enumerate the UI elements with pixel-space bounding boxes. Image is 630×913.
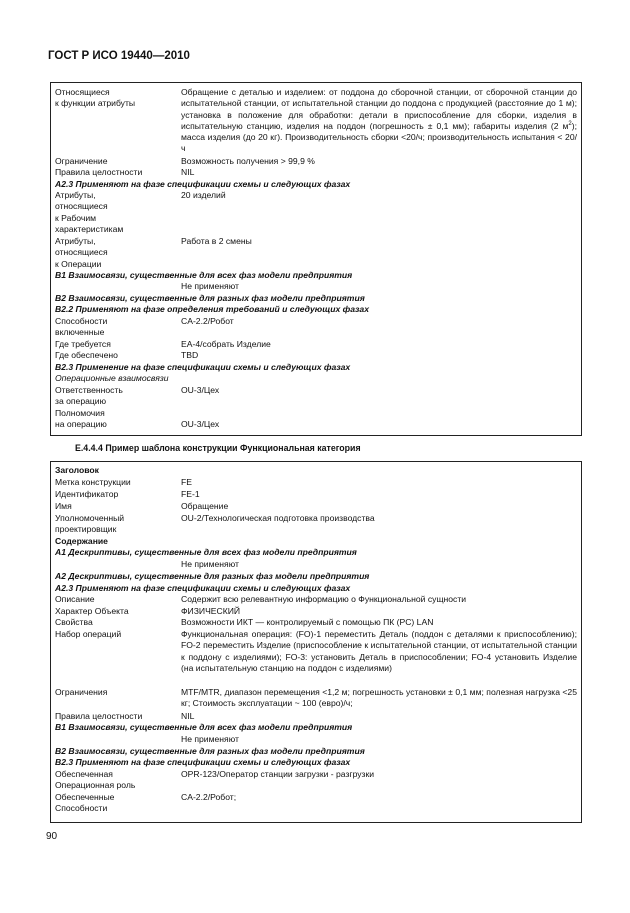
row-value: CA-2.2/Робот [181, 316, 234, 326]
row-key: Атрибуты, относящиеся к Операции [55, 236, 108, 269]
row-key: Идентификатор [55, 489, 119, 499]
section-title: E.4.4.4 Пример шаблона конструкции Функциональная категория [75, 443, 361, 453]
row-key: Где обеспечено [55, 350, 118, 360]
attribute-table-continued [50, 82, 582, 436]
row-value: MTF/MTR, диапазон перемещения <1,2 м; погрешность установки ± 0,1 мм; полезная нагрузка <25 кг; Стоимость эксплуатации ~ 100 (евро)/ч; [181, 687, 577, 709]
row-value: Работа в 2 смены [181, 236, 252, 246]
row-value: FE [181, 477, 192, 487]
subsection-heading: B2 Взаимосвязи, существенные для разных фаз модели предприятия [55, 293, 365, 303]
row-value: NIL [181, 711, 195, 721]
row-value: Функциональная операция: (FO)-1 переместить Деталь (поддон с деталями к приспособлению); FO-2 переместить Изделие (приспособление к испытательной станции, от испытательной станции к поддону с изделиями); FO-3: установить Деталь в приспособлении; FO-4 установить Изделие (на испытательную станцию на поддон с изделиями) [181, 629, 577, 673]
row-key: Набор операций [55, 629, 122, 639]
row-value: Обращение с деталью и изделием: от поддона до сборочной станции, от сборочной станции до испытательной станции, от испытательной станции до поддона с продукцией (расстояние до 1 м); установка в положение для обработки: детали в приспособление для сборки, изделия в испытательную станцию, изделия на поддон (погрешность ± 0,1 мм); габариты изделия (2 $м^2$); масса изделия (до 20 кг). Производительность сборки <20/ч; производительность испытания < 20/ч [181, 87, 577, 154]
row-value: Не применяют [181, 281, 239, 291]
row-key: Способности включенные [55, 316, 108, 338]
row-key: Характер Объекта [55, 606, 129, 616]
row-value: Содержит всю релевантную информацию о Функциональной сущности [181, 594, 467, 604]
row-value: ФИЗИЧЕСКИЙ [181, 606, 241, 616]
row-value: OU-3/Цех [181, 419, 220, 429]
row-value: EA-4/собрать Изделие [181, 339, 271, 349]
row-value: OU-3/Цех [181, 385, 220, 395]
subsection-heading: A2.3 Применяют на фазе спецификации схемы и следующих фазах [55, 583, 351, 593]
row-key: Где требуется [55, 339, 111, 349]
subsection-heading: A2.3 Применяют на фазе спецификации схемы и следующих фазах [55, 179, 351, 189]
row-value: OU-2/Технологическая подготовка производства [181, 513, 375, 523]
document-header: ГОСТ Р ИСО 19440—2010 [48, 50, 190, 62]
row-key: Ответственность за операцию [55, 385, 123, 407]
subsection-heading: B2.3 Применяют на фазе спецификации схемы и следующих фазах [55, 757, 351, 767]
row-key: Обеспеченная Операционная роль [55, 769, 136, 791]
content-label: Содержание [55, 536, 108, 546]
row-key: Атрибуты, относящиеся к Рабочим характеристикам [55, 190, 124, 234]
subsection-heading: A1 Дескриптивы, существенные для всех фаз модели предприятия [55, 547, 357, 557]
row-value: Обращение [181, 501, 229, 511]
subsection-heading: B1 Взаимосвязи, существенные для всех фаз модели предприятия [55, 722, 353, 732]
row-value: FE-1 [181, 489, 200, 499]
row-value: Не применяют [181, 559, 239, 569]
row-key: Описание [55, 594, 95, 604]
row-key: Ограничения [55, 687, 108, 697]
row-key: Уполномоченный проектировщик [55, 513, 125, 535]
row-key: Правила целостности [55, 167, 143, 177]
row-value: Возможности ИКТ — контролируемый с помощью ПК (PC) LAN [181, 617, 434, 627]
subsection-heading: B2.3 Применение на фазе спецификации схемы и следующих фазах [55, 362, 351, 372]
subsection-heading: B2.2 Применяют на фазе определения требований и следующих фазах [55, 304, 369, 314]
row-key: Имя [55, 501, 72, 511]
subsection-heading: B2 Взаимосвязи, существенные для разных фаз модели предприятия [55, 746, 365, 756]
row-key: Метка конструкции [55, 477, 131, 487]
construct-template-table [50, 461, 582, 823]
row-value: CA-2.2/Робот; [181, 792, 237, 802]
heading-label: Заголовок [55, 465, 99, 475]
row-value: OPR-123/Оператор станции загрузки - разгрузки [181, 769, 375, 779]
row-key: Ограничение [55, 156, 108, 166]
subsection-heading: B1 Взаимосвязи, существенные для всех фаз модели предприятия [55, 270, 353, 280]
row-key: Полномочия на операцию [55, 408, 107, 430]
row-key: Свойства [55, 617, 93, 627]
subsection-heading: A2 Дескриптивы, существенные для разных фаз модели предприятия [55, 571, 370, 581]
row-value: NIL [181, 167, 195, 177]
row-value: Возможность получения > 99,9 % [181, 156, 315, 166]
row-key: Правила целостности [55, 711, 143, 721]
operational-relations-label: Операционные взаимосвязи [55, 373, 169, 383]
row-value: TBD [181, 350, 199, 360]
page-number: 90 [46, 831, 58, 842]
row-key: Обеспеченные Способности [55, 792, 115, 814]
row-value: 20 изделий [181, 190, 226, 200]
row-key: Относящиеся к функции атрибуты [55, 87, 136, 109]
row-value: Не применяют [181, 734, 239, 744]
